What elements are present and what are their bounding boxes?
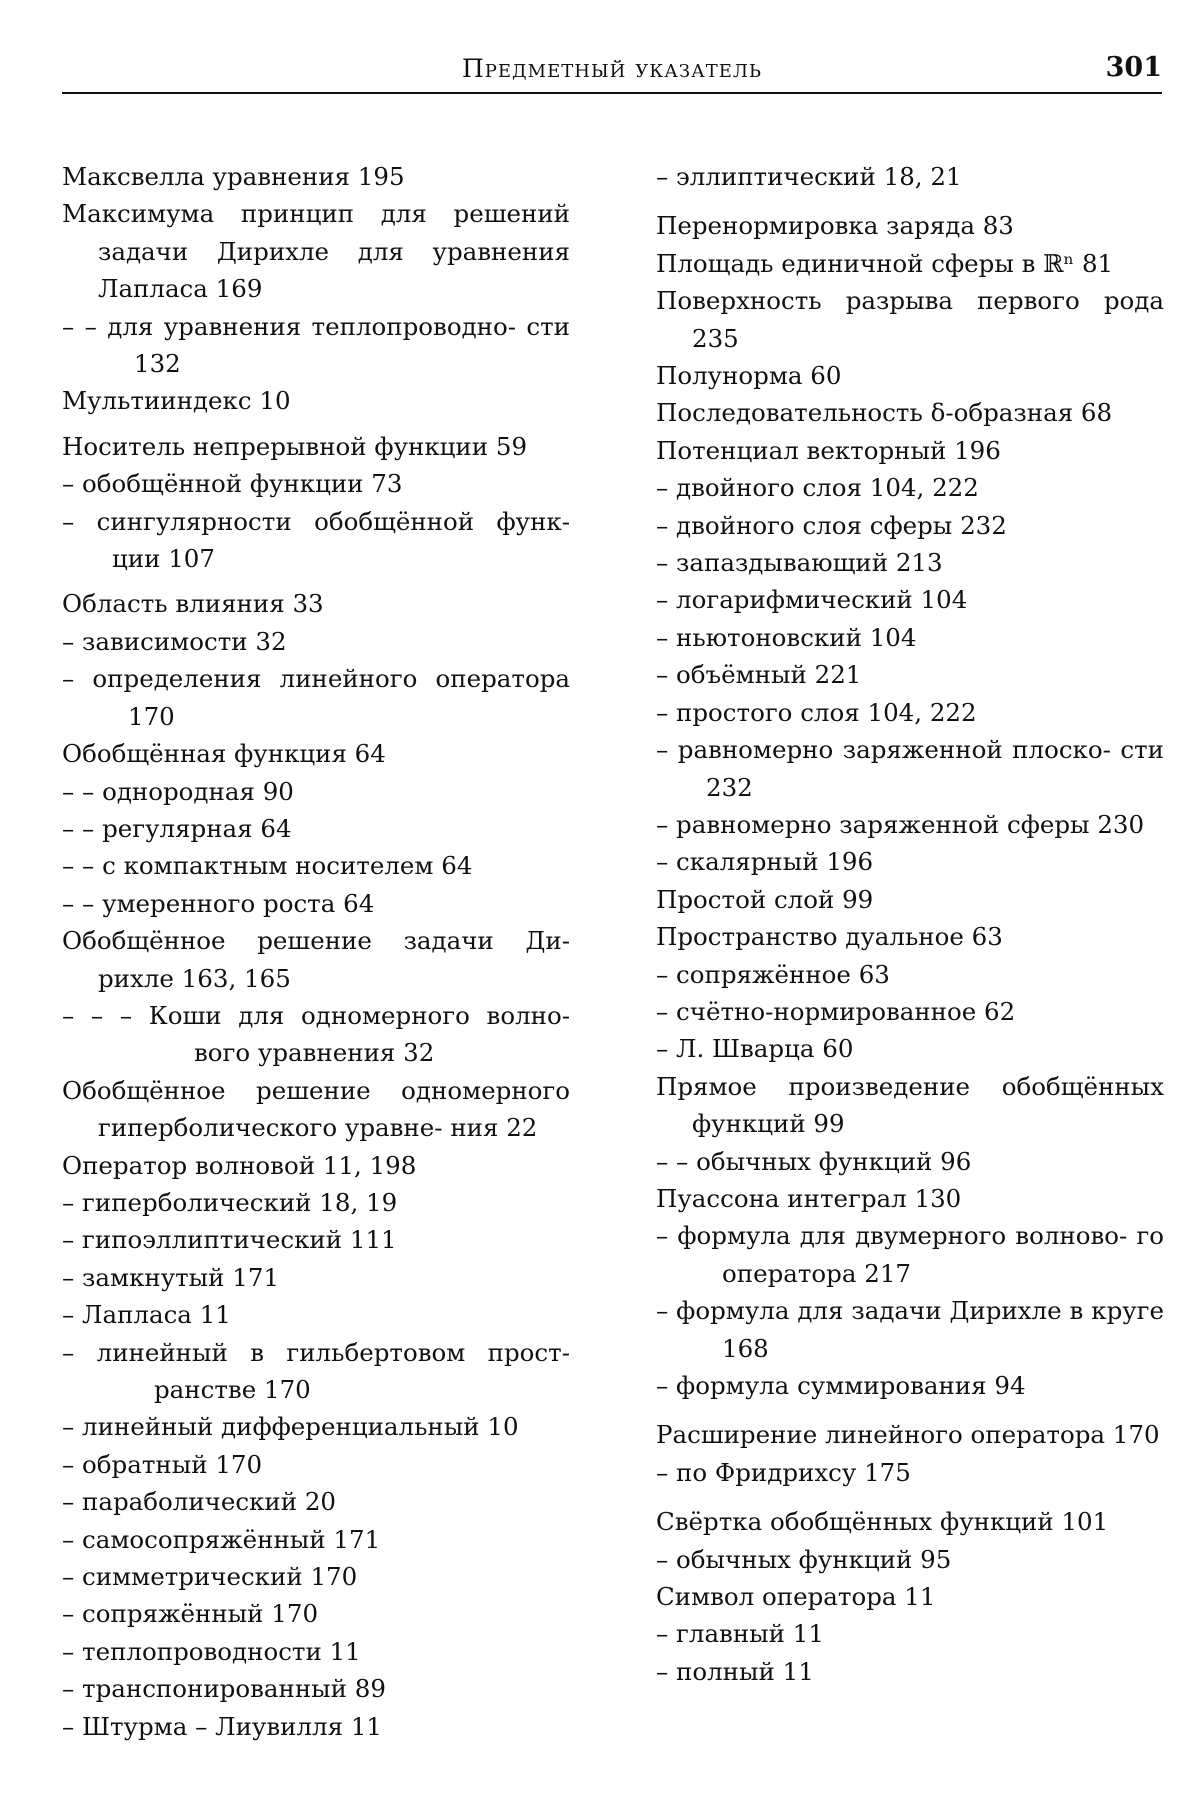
index-entry: – определения линейного оператора 170 (62, 664, 570, 731)
index-entry: Обобщённая функция 64 (62, 739, 386, 769)
index-entry: – равномерно заряженной сферы 230 (656, 809, 1145, 839)
index-entry: – формула для задачи Дирихле в круге 168 (656, 1296, 1164, 1363)
index-entry: Максвелла уравнения 195 (62, 162, 405, 191)
index-entry: – Л. Шварца 60 (656, 1034, 854, 1064)
index-entry: Простой слой 99 (656, 884, 874, 914)
index-entry: Последовательность δ-образная 68 (656, 398, 1113, 428)
index-entry: – сингулярности обобщённой функ- ции 107 (62, 506, 570, 574)
index-entry: Пространство дуальное 63 (656, 922, 1003, 952)
index-entry: – линейный дифференциальный 10 (62, 1412, 519, 1442)
index-entry: – обобщённой функции 73 (62, 469, 403, 499)
index-entry: – обычных функций 95 (656, 1544, 952, 1574)
index-entry: – – регулярная 64 (62, 813, 292, 843)
page-number: 301 (1105, 52, 1162, 83)
index-entry: – формула для двумерного волново- го оператора 217 (656, 1221, 1164, 1288)
index-entry: Перенормировка заряда 83 (656, 211, 1014, 241)
index-entry: – формула суммирования 94 (656, 1371, 1026, 1400)
index-entry: – объёмный 221 (656, 660, 862, 690)
index-entry: – обратный 170 (62, 1449, 263, 1479)
index-entry: Полунорма 60 (656, 361, 842, 391)
index-entry: – двойного слоя 104, 222 (656, 473, 979, 503)
index-entry: – логарифмический 104 (656, 585, 968, 615)
index-entry: Поверхность разрыва первого рода 235 (656, 286, 1164, 353)
running-title: Предметный указатель (461, 54, 763, 83)
index-entry: Обобщённое решение задачи Ди- рихле 163, 165 (62, 926, 570, 993)
index-entry: – – для уравнения теплопроводно- сти 132 (62, 311, 570, 379)
index-entry: Максимума принцип для решений задачи Дирихле для уравнения Лапласа 169 (62, 199, 570, 304)
index-column-right (656, 158, 1164, 1690)
index-entry: Символ оператора 11 (656, 1582, 936, 1612)
index-entry: – зависимости 32 (62, 626, 287, 656)
index-entry: – двойного слоя сферы 232 (656, 510, 1007, 540)
index-entry: – полный 11 (656, 1656, 814, 1686)
index-entry: – простого слоя 104, 222 (656, 697, 977, 727)
index-entry: – эллиптический 18, 21 (656, 162, 962, 191)
index-entry: – теплопроводности 11 (62, 1636, 361, 1666)
index-entry: Оператор волновой 11, 198 (62, 1150, 417, 1180)
index-entry: – гиперболический 18, 19 (62, 1187, 398, 1217)
index-entry: – – с компактным носителем 64 (62, 851, 473, 881)
index-entry: – сопряжённый 170 (62, 1599, 319, 1629)
index-entry: – – – Коши для одномерного волно- вого уравнения 32 (62, 1000, 570, 1068)
index-entry: Площадь единичной сферы в ℝⁿ 81 (656, 248, 1114, 278)
index-entry: – – обычных функций 96 (656, 1146, 972, 1176)
index-entry: Свёртка обобщённых функций 101 (656, 1507, 1109, 1537)
index-entry: – замкнутый 171 (62, 1262, 280, 1292)
index-entry: Прямое произведение обобщённых функций 99 (656, 1071, 1164, 1139)
page-header (62, 48, 1162, 92)
index-entry: – скалярный 196 (656, 847, 874, 877)
index-entry: Область влияния 33 (62, 589, 324, 619)
index-entry: Мультииндекс 10 (62, 386, 291, 416)
index-entry: – главный 11 (656, 1619, 824, 1649)
index-entry: – линейный в гильбертовом прост- ранстве 170 (62, 1337, 570, 1404)
index-entry: – Штурма – Лиувилля 11 (62, 1711, 382, 1741)
index-entry: – параболический 20 (62, 1487, 337, 1517)
index-entry: – равномерно заряженной плоско- сти 232 (656, 735, 1164, 802)
index-entry: – транспонированный 89 (62, 1674, 386, 1704)
index-entry: Носитель непрерывной функции 59 (62, 431, 528, 461)
index-entry: – по Фридрихсу 175 (656, 1457, 911, 1487)
index-entry: – запаздывающий 213 (656, 548, 943, 578)
index-entry: Пуассона интеграл 130 (656, 1183, 962, 1213)
index-entry: – гипоэллиптический 111 (62, 1225, 397, 1255)
index-entry: – самосопряжённый 171 (62, 1524, 381, 1554)
index-entry: – Лапласа 11 (62, 1300, 231, 1330)
header-rule (62, 92, 1162, 94)
index-column-left (62, 158, 570, 1745)
index-entry: – симметрический 170 (62, 1562, 358, 1592)
index-entry: – – однородная 90 (62, 776, 294, 806)
index-entry: – – умеренного роста 64 (62, 888, 375, 918)
index-entry: – сопряжённое 63 (656, 959, 890, 989)
index-entry: Обобщённое решение одномерного гиперболического уравне- ния 22 (62, 1075, 570, 1143)
index-entry: – ньютоновский 104 (656, 622, 917, 652)
index-entry: Расширение линейного оператора 170 (656, 1420, 1160, 1450)
index-entry: – счётно-нормированное 62 (656, 996, 1016, 1026)
index-entry: Потенциал векторный 196 (656, 435, 1001, 465)
